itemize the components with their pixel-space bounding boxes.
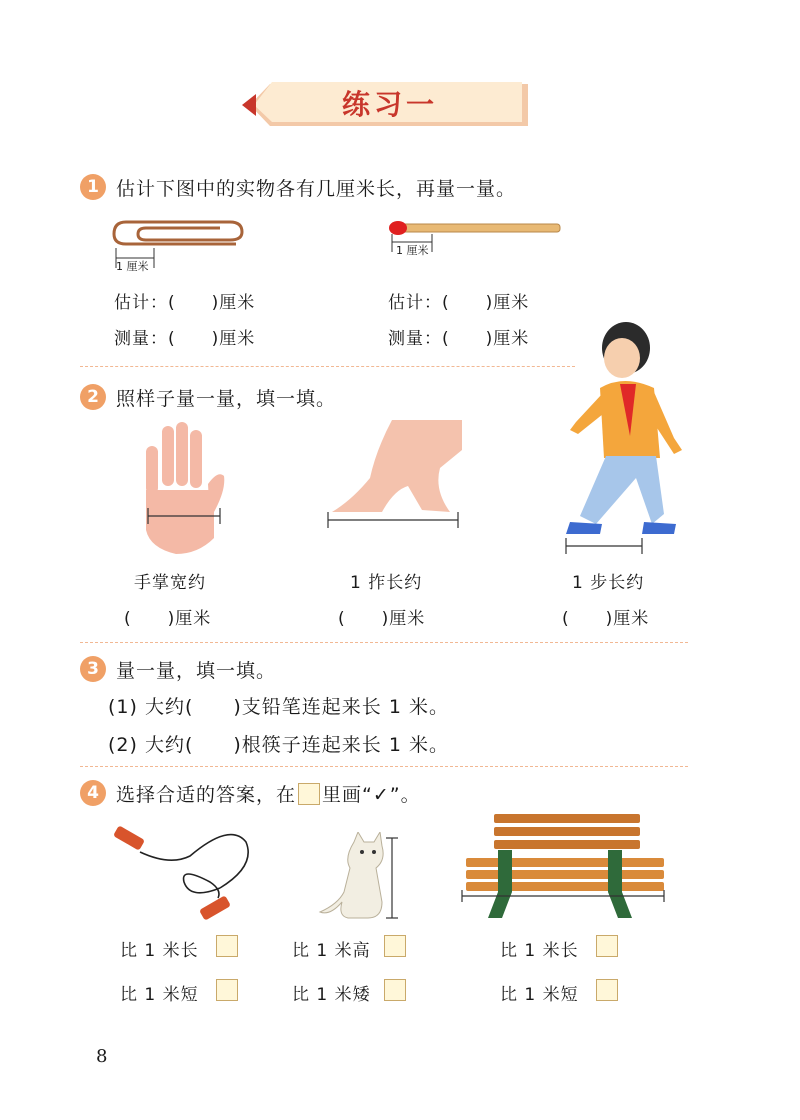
question-number-2: 2: [80, 384, 106, 410]
divider-3: [80, 766, 688, 767]
cat-image: [312, 832, 398, 922]
q4-prompt-after: 里画“✓”。: [322, 784, 421, 806]
step-length-blank[interactable]: ( )厘米: [562, 609, 650, 629]
q2-prompt: 照样子量一量，填一填。: [116, 388, 337, 410]
jump-rope-image: [110, 826, 252, 922]
q4-prompt: [116, 780, 421, 807]
q3-prompt: 量一量，填一填。: [116, 660, 277, 682]
bench-longer-checkbox[interactable]: [596, 935, 618, 957]
cat-taller-label: 比 1 米高: [292, 941, 371, 961]
walking-boy-image: [556, 318, 686, 554]
q1-left-measure[interactable]: 测量：( )厘米: [114, 329, 256, 349]
paper-clip-unit-label: 1 厘米: [116, 260, 149, 273]
hand-span-image: [322, 420, 462, 530]
q1-left-estimate[interactable]: 估计：( )厘米: [114, 293, 256, 313]
matchstick-unit-label: 1 厘米: [396, 244, 429, 257]
rope-longer-checkbox[interactable]: [216, 935, 238, 957]
q1-prompt: 估计下图中的实物各有几厘米长，再量一量。: [116, 178, 517, 200]
bench-image: [458, 810, 668, 926]
cat-taller-checkbox[interactable]: [384, 935, 406, 957]
divider-1: [80, 366, 575, 367]
bench-shorter-checkbox[interactable]: [596, 979, 618, 1001]
q1-right-estimate[interactable]: 估计：( )厘米: [388, 293, 530, 313]
q1-right-measure[interactable]: 测量：( )厘米: [388, 329, 530, 349]
divider-2: [80, 642, 688, 643]
q3-line-1[interactable]: (1) 大约( )支铅笔连起来长 1 米。: [108, 696, 449, 718]
palm-width-blank[interactable]: ( )厘米: [124, 609, 212, 629]
question-number-1: 1: [80, 174, 106, 200]
page-number: 8: [96, 1046, 108, 1067]
palm-width-label: 手掌宽约: [134, 573, 206, 593]
bench-shorter-label: 比 1 米短: [500, 985, 579, 1005]
hand-span-label: 1 拃长约: [350, 573, 423, 593]
step-length-label: 1 步长约: [572, 573, 645, 593]
page-title: 练习一: [341, 88, 438, 121]
rope-longer-label: 比 1 米长: [120, 941, 199, 961]
cat-shorter-checkbox[interactable]: [384, 979, 406, 1001]
rope-shorter-label: 比 1 米短: [120, 985, 199, 1005]
question-number-3: 3: [80, 656, 106, 682]
q3-line-2[interactable]: (2) 大约( )根筷子连起来长 1 米。: [108, 734, 449, 756]
rope-shorter-checkbox[interactable]: [216, 979, 238, 1001]
hand-span-blank[interactable]: ( )厘米: [338, 609, 426, 629]
q4-prompt-box-icon: [298, 783, 320, 805]
question-number-4: 4: [80, 780, 106, 806]
hand-palm-image: [138, 420, 228, 556]
q4-prompt-before: 选择合适的答案，在: [116, 784, 297, 806]
bench-longer-label: 比 1 米长: [500, 941, 579, 961]
cat-shorter-label: 比 1 米矮: [292, 985, 371, 1005]
